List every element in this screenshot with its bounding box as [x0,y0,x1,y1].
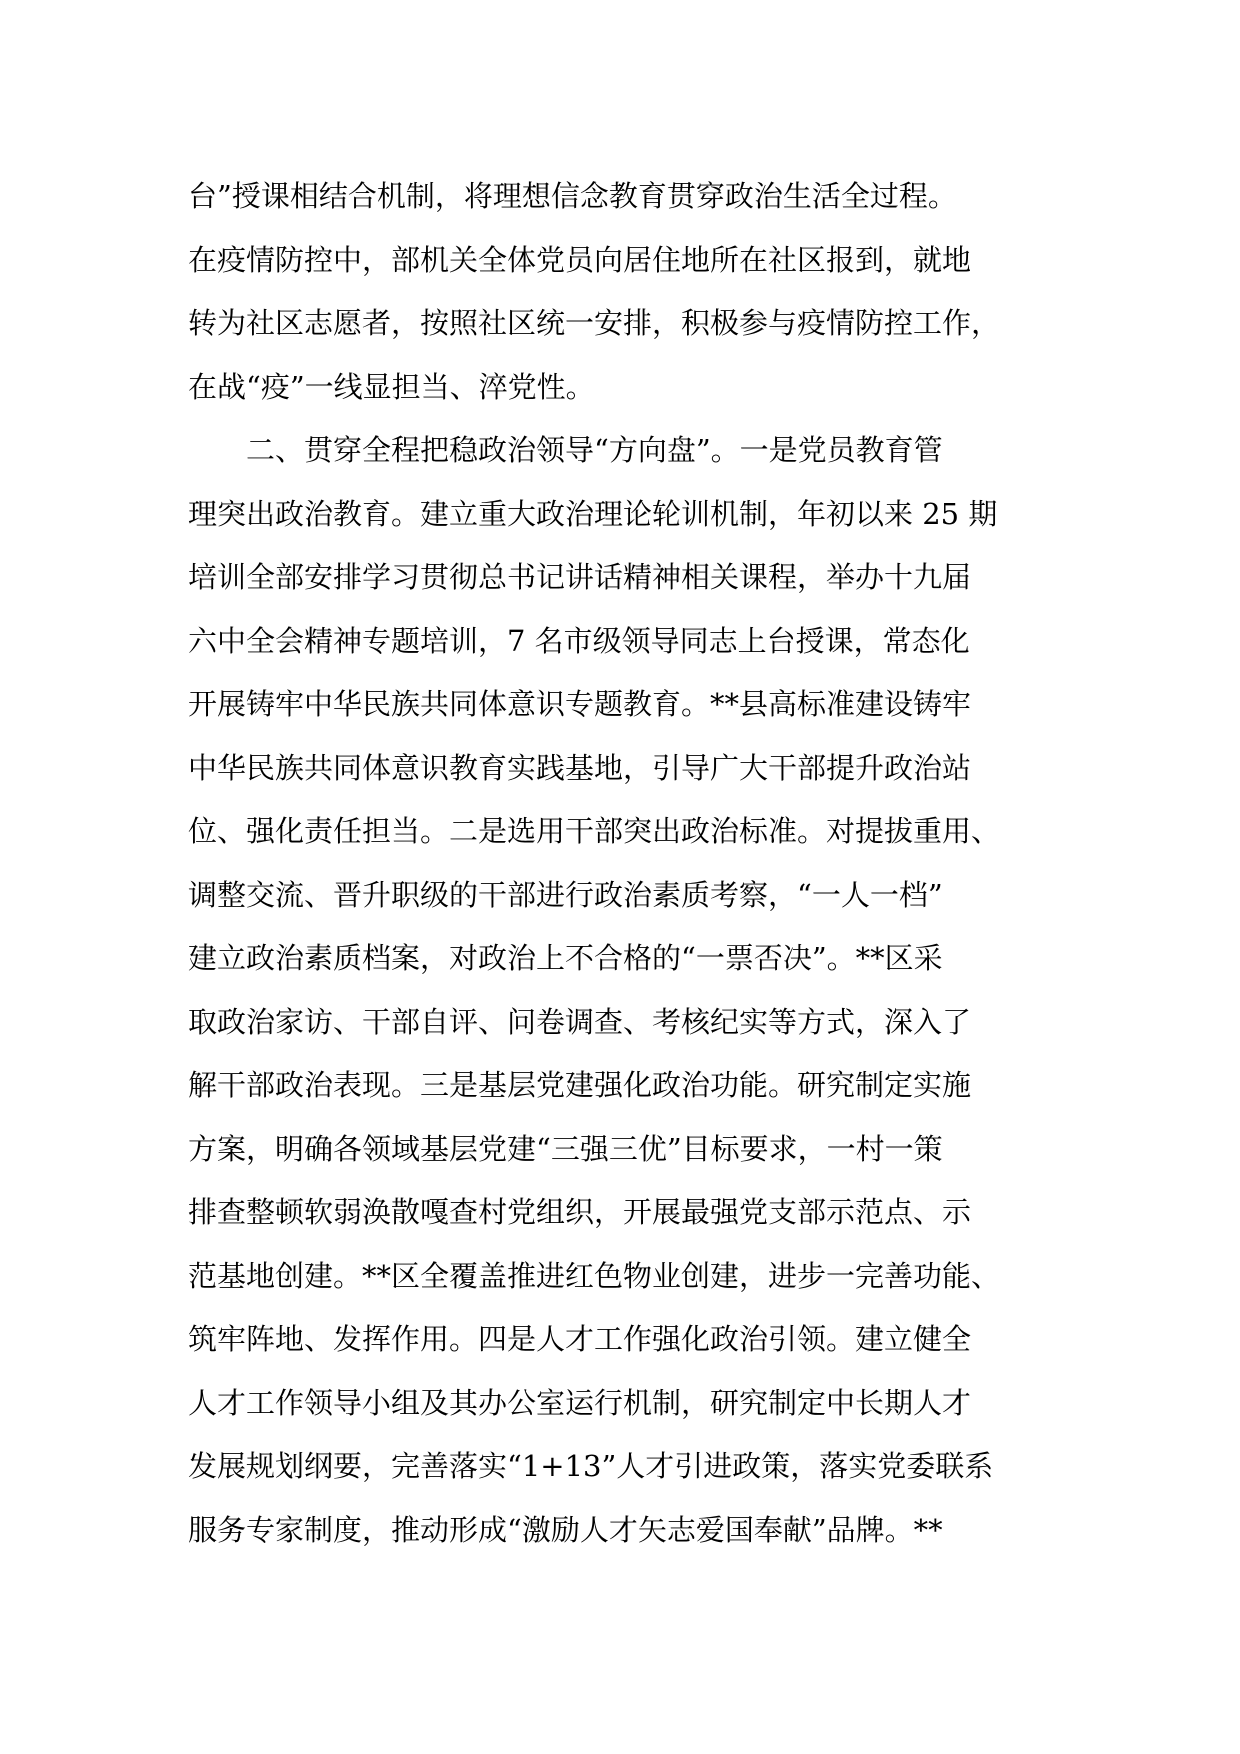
text-line: 中华民族共同体意识教育实践基地，引导广大干部提升政治站 [188,750,972,785]
text-line: 调整交流、晋升职级的干部进行政治素质考察，“一人一档” [188,877,943,912]
text-line: 建立政治素质档案，对政治上不合格的“一票否决”。**区采 [188,941,943,975]
section-heading-line: 二、贯穿全程把稳政治领导“方向盘”。一是党员教育管 [246,433,943,467]
text-line: 排查整顿软弱涣散嘎查村党组织，开展最强党支部示范点、示 [188,1195,972,1229]
text-line: 人才工作领导小组及其办公室运行机制，研究制定中长期人才 [188,1385,972,1420]
text-line: 解干部政治表现。三是基层党建强化政治功能。研究制定实施 [188,1068,972,1102]
text-line: 理突出政治教育。建立重大政治理论轮训机制，年初以来 25 期 [188,496,998,531]
text-line: 在战“疫”一线显担当、淬党性。 [188,369,595,404]
text-line: 在疫情防控中，部机关全体党员向居住地所在社区报到，就地 [188,242,972,277]
text-line: 位、强化责任担当。二是选用干部突出政治标准。对提拔重用、 [188,814,1001,848]
text-line: 发展规划纲要，完善落实“1+13”人才引进政策，落实党委联系 [188,1449,994,1483]
text-line: 取政治家访、干部自评、问卷调查、考核纪实等方式，深入了 [188,1004,972,1039]
text-line: 六中全会精神专题培训，7 名市级领导同志上台授课，常态化 [188,623,970,658]
text-line: 开展铸牢中华民族共同体意识专题教育。**县高标准建设铸牢 [188,687,972,721]
document-body [188,165,1068,1562]
text-line: 方案，明确各领域基层党建“三强三优”目标要求，一村一策 [188,1131,943,1166]
text-line: 转为社区志愿者，按照社区统一安排，积极参与疫情防控工作， [188,306,1001,340]
text-line: 范基地创建。**区全覆盖推进红色物业创建，进步一完善功能、 [188,1258,1001,1293]
text-line: 培训全部安排学习贯彻总书记讲话精神相关课程，举办十九届 [188,560,972,594]
text-line: 服务专家制度，推动形成“激励人才矢志爱国奉献”品牌。** [188,1512,943,1547]
text-line: 筑牢阵地、发挥作用。四是人才工作强化政治引领。建立健全 [188,1322,972,1356]
text-line: 台”授课相结合机制，将理想信念教育贯穿政治生活全过程。 [188,179,957,213]
